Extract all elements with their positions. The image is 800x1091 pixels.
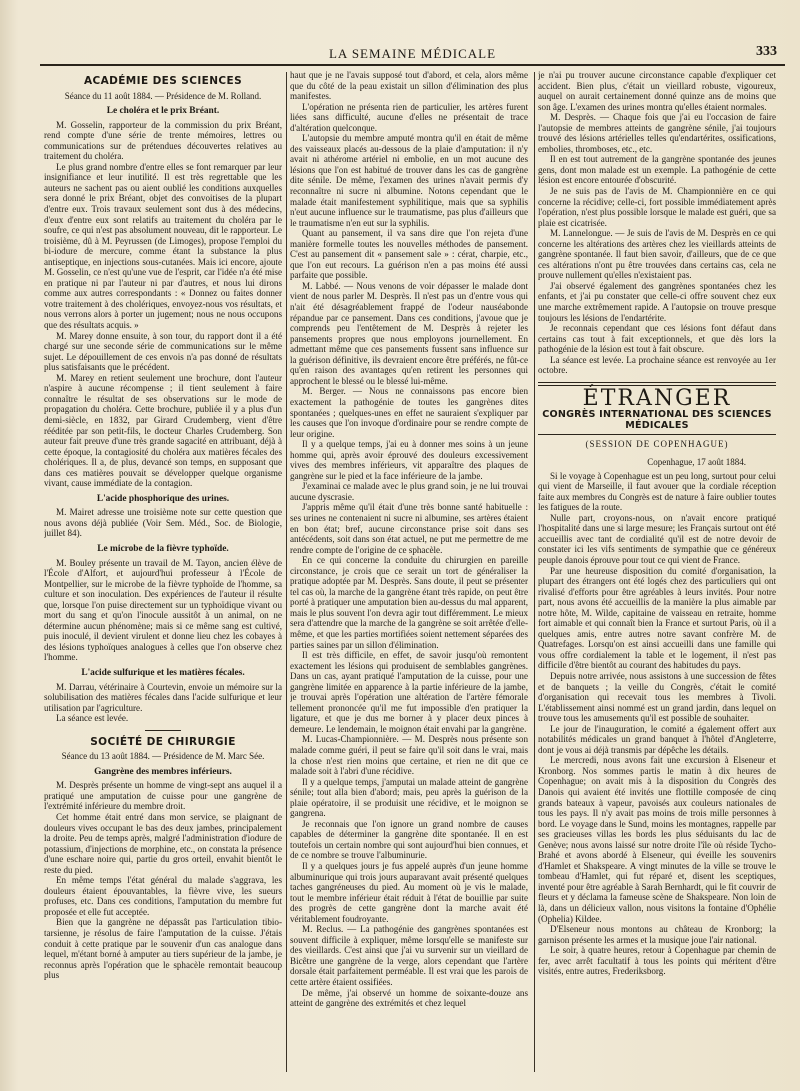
paragraph: J'ai observé également des gangrènes spontanées chez les enfants, et j'ai pu constater que celle-ci offre souvent chez eux une marche extrêmement rapide. A l'autopsie on trouve presque toujours les lésions de l'endartérite. (538, 280, 776, 323)
paragraph: Il y a quelques jours je fus appelé auprès d'un jeune homme albuminurique qui trois jours auparavant avait présenté quelques taches gangréneuses du pied. Au moment où je vis le malade, tout le membre inférieur était réduit à l'état de bouillie par suite des progrès de cette gangrène dont la marche avait été véritablement foudroyante. (290, 861, 528, 924)
paragraph: Si le voyage à Copenhague est un peu long, surtout pour celui qui vient de Marseille, il faut avouer que la cordiale réception faite aux membres du Congrès est de nature à faire oublier toutes les fatigues de la route. (538, 470, 776, 513)
column-2 (290, 70, 528, 1080)
paragraph: M. Gosselin, rapporteur de la commission du prix Bréant, rend compte d'une série de trente mémoires, lettres ou communications sur de prétendues découvertes relatives au traitement du choléra. (44, 119, 282, 162)
paragraph: Il y a quelque temps, j'amputai un malade atteint de gangrène sénile; tout alla bien d'abord; mais, peu après la guérison de la plaie opératoire, il se produisit une récidive, et le moignon se gangrena. (290, 776, 528, 819)
paragraph: Il est très difficile, en effet, de savoir jusqu'où remontent exactement les lésions qui produisent de semblables gangrènes. Dans un cas, ayant pratiqué l'amputation de la cuisse, pour une gangrène limitée en apparence à la partie inférieure de la jambe, je trouvai après l'opération une altération de l'artère fémorale tellement prononcée qu'il me fut impossible d'en pratiquer la ligature, et que je dus me borner à y placer deux pinces à demeure. Le lendemain, le moignon était envahi par la gangrène. (290, 650, 528, 734)
paragraph: M. Marey donne ensuite, à son tour, du rapport dont il a été chargé sur une seconde série de communications sur le même sujet. Le dépouillement de ces envois n'a pas donné de résultats plus satisfaisants que le précédent. (44, 330, 282, 373)
topic-heading: L'acide phosphorique des urines. (96, 493, 230, 504)
paragraph: D'Elseneur nous montons au château de Kronborg; la garnison présente les armes et la musique joue l'air national. (538, 924, 776, 945)
running-title: LA SEMAINE MÉDICALE (328, 46, 497, 61)
paragraph: M. Darrau, vétérinaire à Courtevin, envoie un mémoire sur la solubilisation des matières fécales dans l'acide sulfurique et leur utilisation par l'agriculture. (44, 681, 282, 713)
session-subtitle: (SESSION DE COPENHAGUE) (585, 438, 729, 449)
paragraph: M. Lucas-Championnière. — M. Desprès nous présente son malade comme guéri, il peut se faire qu'il soit dans le vrai, mais la chose n'est rien moins que certaine, et rien ne dit que ce malade soit à l'abri d'une récidive. (290, 734, 528, 777)
page-number: 333 (756, 44, 777, 59)
paragraph: En ce qui concerne la conduite du chirurgien en pareille circonstance, je crois que ce serait un tort de généraliser la pratique adoptée par M. Desprès. Sans doute, il peut se présenter tel cas où, la marche de la gangrène étant très rapide, on peut être porté à pratiquer une amputation bien au-dessus du mal apparent, mais le plus souvent l'on devra agir tout différemment. Le mieux sera d'attendre que la marche de la gangrène se soit arrêtée d'elle-même, et que les parties mortifiées soient nettement séparées des parties saines par un sillon d'élimination. (290, 555, 528, 650)
paragraph: L'autopsie du membre amputé montra qu'il en était de même des vaisseaux placés au-dessous de la plaie d'amputation: il n'y avait ni athérome artériel ni embolie, en un mot aucune des lésions que l'on est habitué de trouver dans les cas de gangrène dite sénile. De même, l'examen des urines n'avait permis d'y reconnaître ni sucre ni albumine. Notons cependant que le malade était manifestement syphilitique, mais que sa syphilis n'eut aucune influence sur le traumatisme, pas plus d'ailleurs que le traumatisme n'en eut sur la syphilis. (290, 133, 528, 228)
paragraph: Il y a quelque temps, j'ai eu à donner mes soins à un jeune homme qui, après avoir éprouvé des douleurs excessivement vives des membres inférieurs, vit apparaître des plaques de gangrène sur le pied et la face inférieure de la jambe. (290, 439, 528, 481)
paragraph: M. Bouley présente un travail de M. Tayon, ancien élève de l'École d'Alfort, et aujourd'hui professeur à l'École de Montpellier, sur le microbe de la fièvre typhoïde de l'homme, sa culture et son inoculation. Des expériences de l'auteur il résulte que, lorsque l'on puise directement sur un typhoïdique vivant ou mort du sang et qu'on l'inocule aussitôt à un animal, on ne détermine aucun phénomène; mais si ce même sang est cultivé, puis inoculé, il devient virulent et donne lieu chez les cobayes à des lésions typhoïques analogues à celles que l'on observe chez l'homme. (44, 557, 282, 663)
section-heading-etranger: ÉTRANGER (582, 385, 732, 411)
paragraph: Par une heureuse disposition du comité d'organisation, la plupart des étrangers ont été logés chez des particuliers qui ont rivalisé d'efforts pour être agréables à leurs invités. Pour notre part, nous avons été accueillis de la manière la plus aimable par notre hôte, M. Wilde, capitaine de vaisseau en retraite, homme fort aimable et qui connaît bien la France et surtout Paris, où il a quelques amis, entre autres notre savant confrère M. de Quatrefages. Lorsqu'on est ainsi accueilli dans une famille qui vous offre cordialement la table et le logement, il n'est pas difficile d'être bientôt au courant des habitudes du pays. (538, 565, 776, 671)
paragraph: Quant au pansement, il va sans dire que l'on rejeta d'une manière formelle toutes les nouvelles méthodes de pansement. C'est au pansement dit « pansement sale » : cérat, charpie, etc., que l'on eut recours. La guérison n'en a pas moins été aussi parfaite que possible. (290, 228, 528, 281)
paragraph: Le soir, à quatre heures, retour à Copenhague par chemin de fer, avec arrêt facultatif à tous les points qui méritent d'être visités, entre autres, Frederiksborg. (538, 945, 776, 977)
paragraph: Cet homme était entré dans mon service, se plaignant de douleurs vives occupant le bas des deux jambes, principalement la droite. Peu de temps après, malgré l'administration d'iodure de potassium, d'injections de morphine, etc., on constata la présence d'une eschare noire qui, partie du gros orteil, envahit bientôt le reste du pied. (44, 812, 282, 875)
section-title: ACADÉMIE DES SCIENCES (83, 75, 243, 87)
session-line: Séance du 13 août 1884. — Présidence de M. Marc Sée. (61, 751, 265, 762)
paragraph: Je ne suis pas de l'avis de M. Championnière en ce qui concerne la récidive; celle-ci, fort possible immédiatement après l'opération, n'est plus possible lorsque le malade est guéri, que sa plaie est cicatrisée. (538, 186, 776, 228)
paragraph: En même temps l'état général du malade s'aggrava, les douleurs étaient épouvantables, la fièvre vive, les sueurs profuses, etc. Dans ces conditions, l'amputation du membre fut proposée et elle fut acceptée. (44, 875, 282, 917)
paragraph: La séance est levée. (56, 713, 129, 724)
paragraph: M. Desprès présente un homme de vingt-sept ans auquel il a pratiqué une amputation de cuisse pour une gangrène de l'extrémité inférieure du membre droit. (44, 780, 282, 812)
paragraph: haut que je ne l'avais supposé tout d'abord, et cela, alors même que du côté de la peau existait un sillon d'élimination des plus manifestes. (290, 70, 528, 102)
paragraph: De même, j'ai observé un homme de soixante-douze ans atteint de gangrène des extrémités et chez lequel (290, 987, 528, 1009)
paragraph: La séance est levée. La prochaine séance est renvoyée au 1er octobre. (538, 354, 776, 376)
paragraph: Nulle part, croyons-nous, on n'avait encore pratiqué l'hospitalité dans une si large mesure; les Français surtout ont été accueillis avec tant de cordialité qu'il est de notre devoir de constater ici les vifs sentiments de sympathie que ce généreux peuple danois éprouve pour tout ce qui vient de France. (538, 512, 776, 565)
paragraph: M. Lannelongue. — Je suis de l'avis de M. Desprès en ce qui concerne les altérations des artères chez les vieillards atteints de gangrène spontanée. Il faut bien savoir, d'ailleurs, que de ce que ces altérations n'ont pu être trouvées dans certains cas, cela ne prouve nullement qu'elles n'existaient pas. (538, 228, 776, 281)
topic-heading: Le microbe de la fièvre typhoïde. (97, 543, 229, 554)
paragraph: Je reconnais que l'on ignore un grand nombre de causes capables de déterminer la gangrène dite spontanée. Il en est toutefois un certain nombre qui sont aujourd'hui bien connues, et de ce nombre se trouve l'albuminurie. (290, 818, 528, 861)
dateline: Copenhague, 17 août 1884. (647, 457, 746, 468)
paragraph: Le plus grand nombre d'entre elles se font remarquer par leur insignifiance et leur inutilité. Il est très regrettable que les auteurs ne sachent pas ou aient oublié les conditions auxquelles sera donné le prix Bréant, objet des convoitises de la plupart d'entre eux. Trois travaux seulement sont dus à des médecins, d'eux d'entre eux sont relatifs au traitement du choléra par le soufre, ce qui n'est pas absolument nouveau, dit le rapporteur. Le troisième, dû à M. Peyrussen (de Limoges), propose l'emploi du bi-iodure de mercure, comme étant la substance la plus antiseptique, en injections sous-cutanées. Mais ici encore, ajoute M. Gosselin, ce n'est qu'une vue de l'esprit, car l'idée n'a été mise en pratique ni par l'auteur ni par d'autres, et nous lui dirons comme aux autres correspondants : « Donnez ou faites donner votre traitement à des cholériques, envoyez-nous vos résultats, et nous verrons alors à porter un jugement; nous ne nous occupons que des résultats acquis. » (44, 161, 282, 331)
paragraph: Bien que la gangrène ne dépassât pas l'articulation tibio-tarsienne, je résolus de faire l'amputation de la cuisse. J'étais conduit à cette pratique par le souvenir d'un cas analogue dans lequel, m'étant borné à amputer au tiers supérieur de la jambe, je reconnus après l'opération que le sphacèle remontait beaucoup plus (44, 917, 282, 981)
paragraph: L'opération ne présenta rien de particulier, les artères furent liées sans difficulté, aucune d'elles ne présentait de trace d'altération quelconque. (290, 101, 528, 133)
paragraph: Il en est tout autrement de la gangrène spontanée des jeunes gens, dont mon malade est un exemple. La pathogénie de cette lésion est encore entourée d'obscurité. (538, 154, 776, 186)
column-3 (538, 70, 776, 1080)
paragraph: je n'ai pu trouver aucune circonstance capable d'expliquer cet accident. Bien plus, c'était un vieillard robuste, vigoureux, auquel on aurait certainement donné quinze ans de moins que son âge. L'examen des urines montra qu'elles étaient normales. (538, 70, 776, 112)
paragraph: M. Mairet adresse une troisième note sur cette question que nous avons déjà publiée (Voir Sem. Méd., Soc. de Biologie, juillet 84). (44, 507, 282, 539)
paragraph: M. Desprès. — Chaque fois que j'ai eu l'occasion de faire l'autopsie de membres atteints de gangrène sénile, j'ai toujours trouvé des lésions artérielles telles qu'endartérites, ossifications, embolies, thromboses, etc., etc. (538, 112, 776, 154)
section-title: SOCIÉTÉ DE CHIRURGIE (90, 735, 236, 748)
paragraph: J'appris même qu'il était d'une très bonne santé habituelle : ses urines ne contenaient ni sucre ni albumine, ses artères étaient en bon état; bref, aucune circonstance prise soit dans ses antécédents, soit dans son état actuel, ne put me permettre de me rendre compte de l'origine de ce sphacèle. (290, 502, 528, 555)
topic-heading: Gangrène des membres inférieurs. (94, 766, 232, 777)
paragraph: Depuis notre arrivée, nous assistons à une succession de fêtes et de banquets ; la veille du Congrès, c'était le comité d'organisation qui recevait tous les membres à Tivoli. L'établissement ainsi nommé est un grand jardin, dans lequel on trouve tous les amusements qu'il est possible de souhaiter. (538, 670, 776, 724)
topic-heading: Le choléra et le prix Bréant. (106, 106, 220, 117)
column-divider (286, 72, 287, 1072)
topic-heading: L'acide sulfurique et les matières fécales. (81, 667, 245, 678)
paragraph: Le mercredi, nous avons fait une excursion à Elseneur et Kronborg. Nos sommes partis le matin à dix heures de Copenhague; on avait mis à la disposition du Congrès des Danois qui avaient été invités une flottille composée de cinq grands bateaux à vapeur, pavoisés aux couleurs nationales de tous les pays. Il n'y avait pas moins de trois mille personnes à bord. Le voyage dans le Sund, moins les montagnes, rappelle par ses gracieuses villas les bords les plus séduisants du lac de Genève; nous avons laissé sur notre droite l'île où réside Tycho-Brahé et avons abordé à Elseneur, qui éveille les souvenirs d'Hamlet et Shakspeare. A vingt minutes de la ville se trouve le tombeau d'Hamlet, qui fut réparé et, disent les sceptiques, inventé pour être agréable à Sarah Bernhardt, qui le fit couvrir de fleurs et y déclama la fameuse scène de Shakspeare. Non loin de là, dans un délicieux vallon, nous visitons la fontaine d'Ophélie (Ophelia) Kildee. (538, 755, 776, 924)
paragraph: M. Marey en retient seulement une brochure, dont l'auteur n'aspire à aucune récompense ; il tient seulement à faire connaître le résultat de ses observations sur le mode de propagation du choléra. Cette brochure, publiée il y a plus d'un demi-siècle, en 1832, par Girard Crudemberg, vient d'être rééditée par son petit-fils, le docteur Charles Crudemberg. Son auteur fait preuve d'une très grande sagacité en attribuant, déjà à cette époque, la contagiosité du choléra aux matières fécales des cholériques. Il a, de plus, devancé son temps, en supposant que dans ces matières pouvait se développer quelque organisme vivant, cause immédiate de la contagion. (44, 372, 282, 489)
session-line: Séance du 11 août 1884. — Présidence de M. Rolland. (64, 90, 262, 101)
column-1 (44, 70, 282, 1080)
section-separator (145, 730, 181, 731)
paragraph: Je reconnais cependant que ces lésions font défaut dans certains cas tout à fait exceptionnels, et que dès lors la pathogénie de la lésion est tout à fait obscure. (538, 323, 776, 355)
paragraph: M. Berger. — Nous ne connaissons pas encore bien exactement la pathogénie de toutes les gangrènes dites spontanées ; quelques-unes en effet ne sauraient s'expliquer par les causes que l'on invoque d'ordinaire pour se rendre compte de leur origine. (290, 386, 528, 439)
column-divider (534, 72, 535, 1072)
page-header (40, 42, 785, 66)
paragraph: J'examinai ce malade avec le plus grand soin, je ne lui trouvai aucune dyscrasie. (290, 481, 528, 502)
paragraph: M. Labbé. — Nous venons de voir dépasser le malade dont vient de nous parler M. Desprès. Il n'est pas un d'entre vous qui n'ait été désagréablement frappé de l'odeur nauséabonde répandue par ce pansement. Dans ces conditions, j'avoue que je comprends peu l'entêtement de M. Desprès à rejeter les pansements propres que nous employons journellement. En admettant même que ces pansements fussent sans influence sur la guérison définitive, ils devraient encore être préférés, ne fût-ce qu'en raison des avantages qu'en retirent les personnes qui approchent le blessé ou le blessé lui-même. (290, 280, 528, 386)
paragraph: Le jour de l'inauguration, le comité a également offert aux notabilités médicales un grand banquet à l'hôtel d'Angleterre, dont je vous ai déjà transmis par dépêche les détails. (538, 723, 776, 755)
paragraph: M. Reclus. — La pathogénie des gangrènes spontanées est souvent difficile à expliquer, même lorsqu'elle se manifeste sur des vieillards. C'est ainsi que j'ai vu survenir sur un vieillard de Bicêtre une gangrène de la verge, alors cependant que l'artère dorsale était parfaitement perméable. Il est vrai que les parois de cette artère étaient ossifiées. (290, 924, 528, 988)
congress-title: CONGRÈS INTERNATIONAL DES SCIENCES MÉDICALES (538, 410, 776, 434)
